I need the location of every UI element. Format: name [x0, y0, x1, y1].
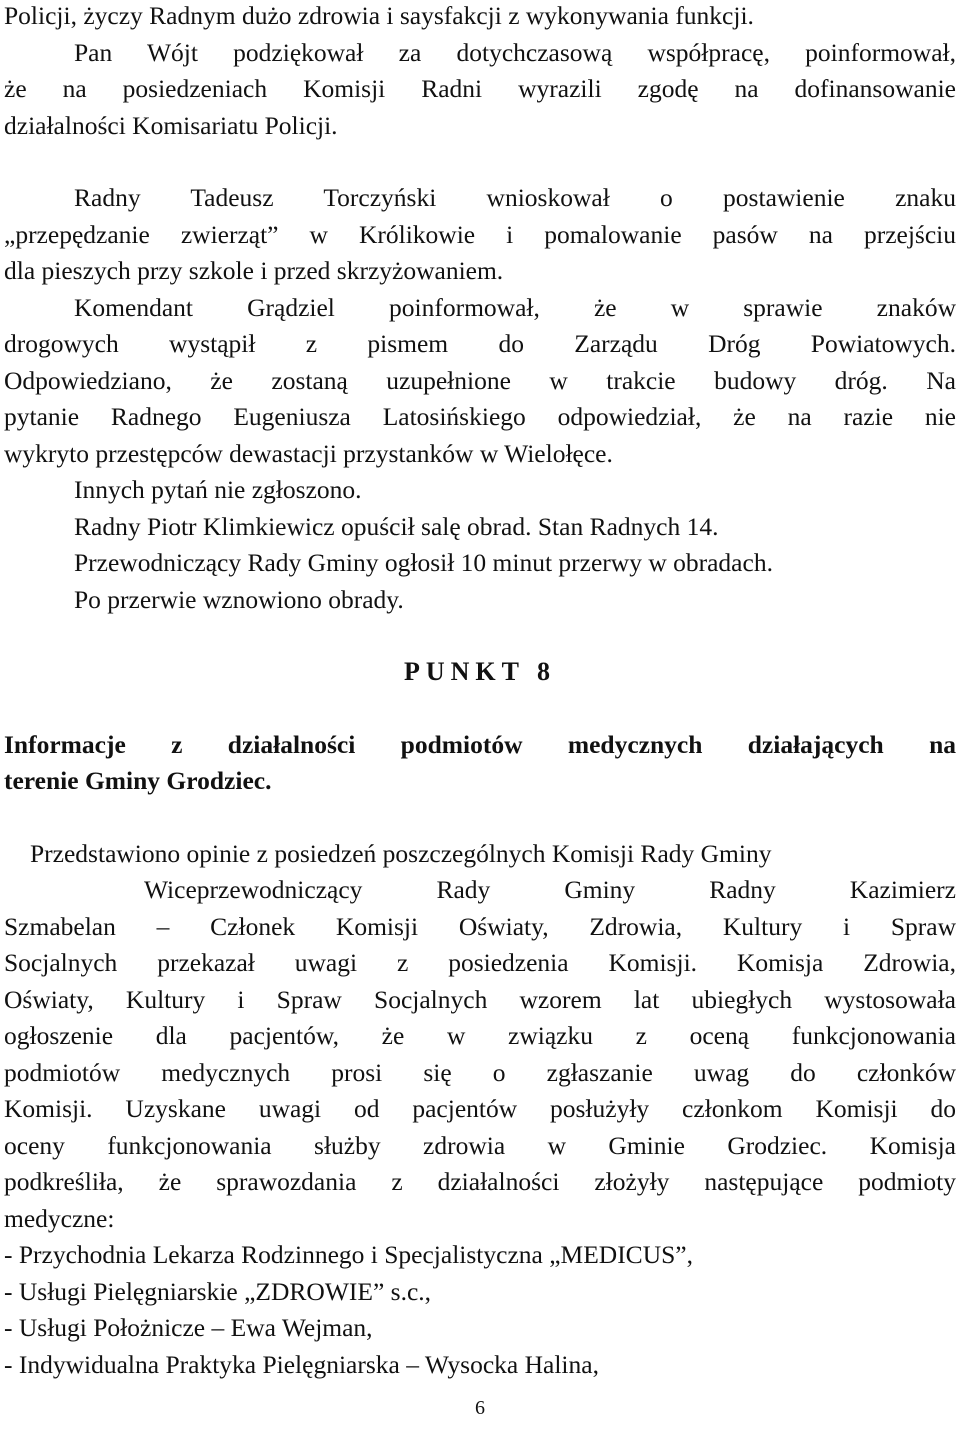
text-line: Wiceprzewodniczący Rady Gminy Radny Kazimierz [144, 875, 956, 904]
text-line: Pan Wójt podziękował za dotychczasową współpracę, poinformował, [74, 37, 956, 67]
text-line: działalności Komisariatu Policji. [4, 110, 338, 140]
text-line: Komendant Grądziel poinformował, że w sprawie znaków [74, 292, 956, 322]
paragraph-commission-report [4, 836, 956, 1238]
list-item: - Usługi Położnicze – Ewa Wejman, [4, 1313, 373, 1342]
page-number: 6 [475, 1397, 485, 1419]
text-line: podkreśliła, że sprawozdania z działalności złożyły następujące podmioty [4, 1167, 956, 1196]
text-line: pytanie Radnego Eugeniusza Latosińskiego odpowiedział, że na razie nie [4, 402, 956, 431]
document-page [4, 0, 956, 1383]
spacer [4, 691, 956, 727]
paragraph-police-thanks [4, 0, 956, 144]
spacer [4, 618, 956, 654]
section-heading: PUNKT 8 [403, 657, 557, 686]
text-line: drogowych wystąpił z pismem do Zarządu Dróg Powiatowych. [4, 329, 956, 358]
list-item: - Indywidualna Praktyka Pielęgniarska – Wysocka Halina, [4, 1349, 599, 1379]
text-line: Policji, życzy Radnym dużo zdrowia i saysfakcji z wykonywania funkcji. [4, 1, 754, 30]
text-line: Odpowiedziano, że zostaną uzupełnione w trakcie budowy dróg. Na [4, 365, 956, 395]
text-line: Po przerwie wznowiono obrady. [74, 584, 404, 614]
list-item: - Przychodnia Lekarza Rodzinnego i Specjalistyczna „MEDICUS”, [4, 1240, 693, 1269]
text-line: Innych pytań nie zgłoszono. [74, 475, 362, 504]
list-item: - Usługi Pielęgniarskie „ZDROWIE” s.c., [4, 1276, 432, 1306]
text-line: Radny Piotr Klimkiewicz opuścił salę obrad. Stan Radnych 14. [74, 511, 719, 541]
text-line: Przewodniczący Rady Gminy ogłosił 10 minut przerwy w obradach. [74, 548, 773, 577]
text-line: Socjalnych przekazał uwagi z posiedzenia Komisji. Komisja Zdrowia, [4, 948, 956, 977]
text-line: oceny funkcjonowania służby zdrowia w Gminie Grodziec. Komisja [4, 1130, 956, 1160]
text-line: Szmabelan – Członek Komisji Oświaty, Zdrowia, Kultury i Spraw [4, 911, 956, 941]
spacer [4, 800, 956, 836]
text-line: Komisji. Uzyskane uwagi od pacjentów posłużyły członkom Komisji do [4, 1094, 956, 1123]
medical-entities-list [4, 1237, 956, 1383]
paragraph-questions [4, 180, 956, 618]
text-line: Oświaty, Kultury i Spraw Socjalnych wzorem lat ubiegłych wystosowała [4, 984, 956, 1014]
text-line: że na posiedzeniach Komisji Radni wyrazili zgodę na dofinansowanie [4, 74, 956, 103]
text-line: Radny Tadeusz Torczyński wnioskował o postawienie znaku [74, 183, 956, 212]
text-line: podmiotów medycznych prosi się o zgłaszanie uwag do członków [4, 1057, 956, 1087]
section-title [4, 727, 956, 800]
text-line: „przepędzanie zwierząt” w Królikowie i pomalowanie pasów na przejściu [4, 219, 956, 249]
text-line: dla pieszych przy szkole i przed skrzyżowaniem. [4, 256, 504, 285]
spacer [4, 144, 956, 180]
section-title-line: Informacje z działalności podmiotów medycznych działających na [4, 729, 956, 759]
text-line: ogłoszenie dla pacjentów, że w związku z oceną funkcjonowania [4, 1021, 956, 1050]
section-title-line: terenie Gminy Grodziec. [4, 766, 272, 795]
text-line: Przedstawiono opinie z posiedzeń poszczególnych Komisji Rady Gminy [30, 838, 772, 868]
text-line: wykryto przestępców dewastacji przystanków w Wielołęce. [4, 438, 613, 468]
text-line: medyczne: [4, 1203, 115, 1233]
